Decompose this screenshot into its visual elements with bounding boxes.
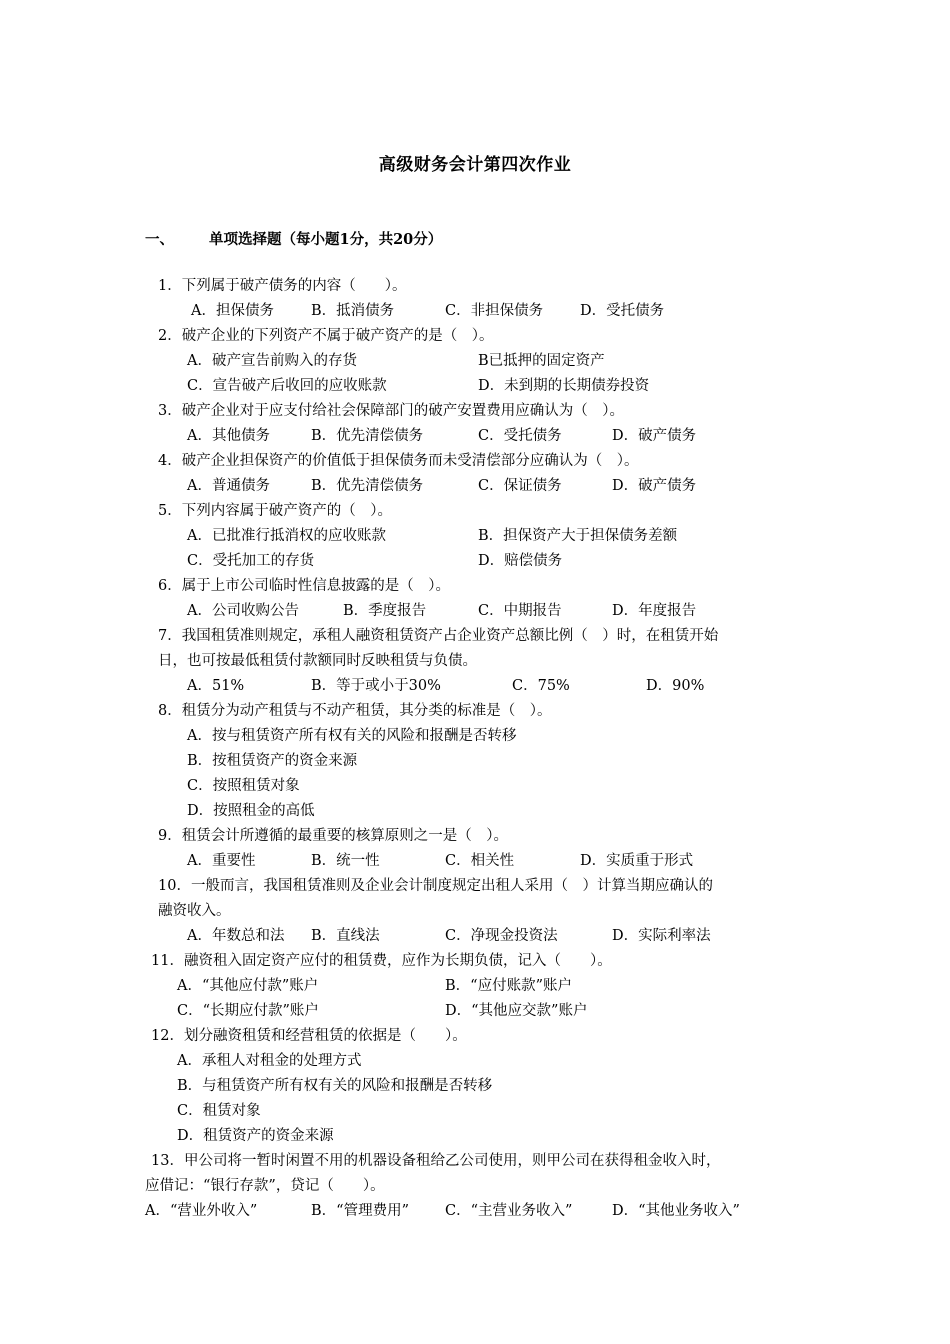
option-c: C．受托加工的存货 — [187, 553, 315, 569]
option-b: B．优先清偿债务 — [311, 428, 424, 444]
question-7-continued: 日，也可按最低租赁付款额同时反映租赁与负债。 — [158, 653, 477, 669]
option-c: C．“主营业务收入” — [445, 1203, 573, 1219]
question-10: 10．一般而言，我国租赁准则及企业会计制度规定出租人采用（ ）计算当期应确认的 — [158, 878, 713, 894]
option-d: D．实质重于形式 — [580, 853, 694, 869]
option-d: D．未到期的长期债券投资 — [478, 378, 650, 394]
question-12-option-b: B．与租赁资产所有权有关的风险和报酬是否转移 — [177, 1078, 493, 1094]
question-5: 5．下列内容属于破产资产的（ ）。 — [158, 503, 392, 519]
section-number: 一、 — [145, 231, 174, 248]
question-7: 7．我国租赁准则规定，承租人融资租赁资产占企业资产总额比例（ ）时，在租赁开始 — [158, 628, 719, 644]
option-c: C．净现金投资法 — [445, 928, 558, 944]
option-d: D．实际利率法 — [612, 928, 711, 944]
question-12: 12．划分融资租赁和经营租赁的依据是（ ）。 — [151, 1028, 467, 1044]
option-b: B．抵消债务 — [311, 303, 395, 319]
question-12-option-a: A．承租人对租金的处理方式 — [177, 1053, 362, 1069]
option-b: B．直线法 — [311, 928, 380, 944]
option-b: B．担保资产大于担保债务差额 — [478, 528, 678, 544]
question-8-option-a: A．按与租赁资产所有权有关的风险和报酬是否转移 — [187, 728, 517, 744]
option-c: C．相关性 — [445, 853, 515, 869]
question-1: 1．下列属于破产债务的内容（ ）。 — [158, 278, 407, 294]
section-label: 单项选择题（每小题1分，共20分） — [209, 231, 443, 248]
option-c: C．受托债务 — [478, 428, 562, 444]
question-2: 2．破产企业的下列资产不属于破产资产的是（ ）。 — [158, 328, 494, 344]
option-b: B．优先清偿债务 — [311, 478, 424, 494]
question-12-option-c: C．租赁对象 — [177, 1103, 261, 1119]
option-a: A．“其他应付款”账户 — [177, 978, 319, 994]
option-c: C．“长期应付款”账户 — [177, 1003, 319, 1019]
option-d: D．90% — [646, 678, 705, 694]
question-11: 11．融资租入固定资产应付的租赁费，应作为长期负债，记入（ ）。 — [151, 953, 612, 969]
option-d: D．破产债务 — [612, 478, 697, 494]
option-c: C．75% — [512, 678, 570, 694]
section-heading — [145, 228, 442, 249]
option-d: D．“其他应交款”账户 — [445, 1003, 588, 1019]
option-a: A．51% — [187, 678, 245, 694]
option-a: A．破产宣告前购入的存货 — [187, 353, 357, 369]
question-4: 4．破产企业担保资产的价值低于担保债务而未受清偿部分应确认为（ ）。 — [158, 453, 639, 469]
question-3: 3．破产企业对于应支付给社会保障部门的破产安置费用应确认为（ ）。 — [158, 403, 624, 419]
option-d: D．“其他业务收入” — [612, 1203, 740, 1219]
option-b: B．“管理费用” — [311, 1203, 409, 1219]
option-a: A．其他债务 — [187, 428, 270, 444]
option-c: C．非担保债务 — [445, 303, 544, 319]
option-c: C．宣告破产后收回的应收账款 — [187, 378, 387, 394]
option-c: C．保证债务 — [478, 478, 562, 494]
option-b: B．统一性 — [311, 853, 380, 869]
option-d: D．受托债务 — [580, 303, 665, 319]
option-b: B已抵押的固定资产 — [478, 353, 605, 369]
option-d: D．赔偿债务 — [478, 553, 563, 569]
question-12-option-d: D．租赁资产的资金来源 — [177, 1128, 334, 1144]
option-a: A．担保债务 — [191, 303, 274, 319]
question-8-option-c: C．按照租赁对象 — [187, 778, 300, 794]
question-13: 13．甲公司将一暂时闲置不用的机器设备租给乙公司使用，则甲公司在获得租金收入时， — [151, 1153, 721, 1169]
document-title: 高级财务会计第四次作业 — [378, 155, 572, 175]
question-13-continued: 应借记：“银行存款”，贷记（ ）。 — [145, 1178, 385, 1194]
option-b: B．“应付账款”账户 — [445, 978, 572, 994]
question-8: 8．租赁分为动产租赁与不动产租赁，其分类的标准是（ ）。 — [158, 703, 552, 719]
option-a: A．普通债务 — [187, 478, 270, 494]
option-c: C．中期报告 — [478, 603, 562, 619]
option-a: A．已批准行抵消权的应收账款 — [187, 528, 386, 544]
question-9: 9．租赁会计所遵循的最重要的核算原则之一是（ ）。 — [158, 828, 508, 844]
option-a: A．年数总和法 — [187, 928, 285, 944]
option-d: D．年度报告 — [612, 603, 697, 619]
option-b: B．季度报告 — [343, 603, 427, 619]
question-8-option-b: B．按租赁资产的资金来源 — [187, 753, 358, 769]
question-10-continued: 融资收入。 — [158, 903, 231, 919]
option-d: D．破产债务 — [612, 428, 697, 444]
question-6: 6．属于上市公司临时性信息披露的是（ ）。 — [158, 578, 450, 594]
option-a: A．“营业外收入” — [145, 1203, 258, 1219]
question-8-option-d: D．按照租金的高低 — [187, 803, 315, 819]
option-a: A．公司收购公告 — [187, 603, 299, 619]
option-b: B．等于或小于30% — [311, 678, 441, 694]
option-a: A．重要性 — [187, 853, 256, 869]
